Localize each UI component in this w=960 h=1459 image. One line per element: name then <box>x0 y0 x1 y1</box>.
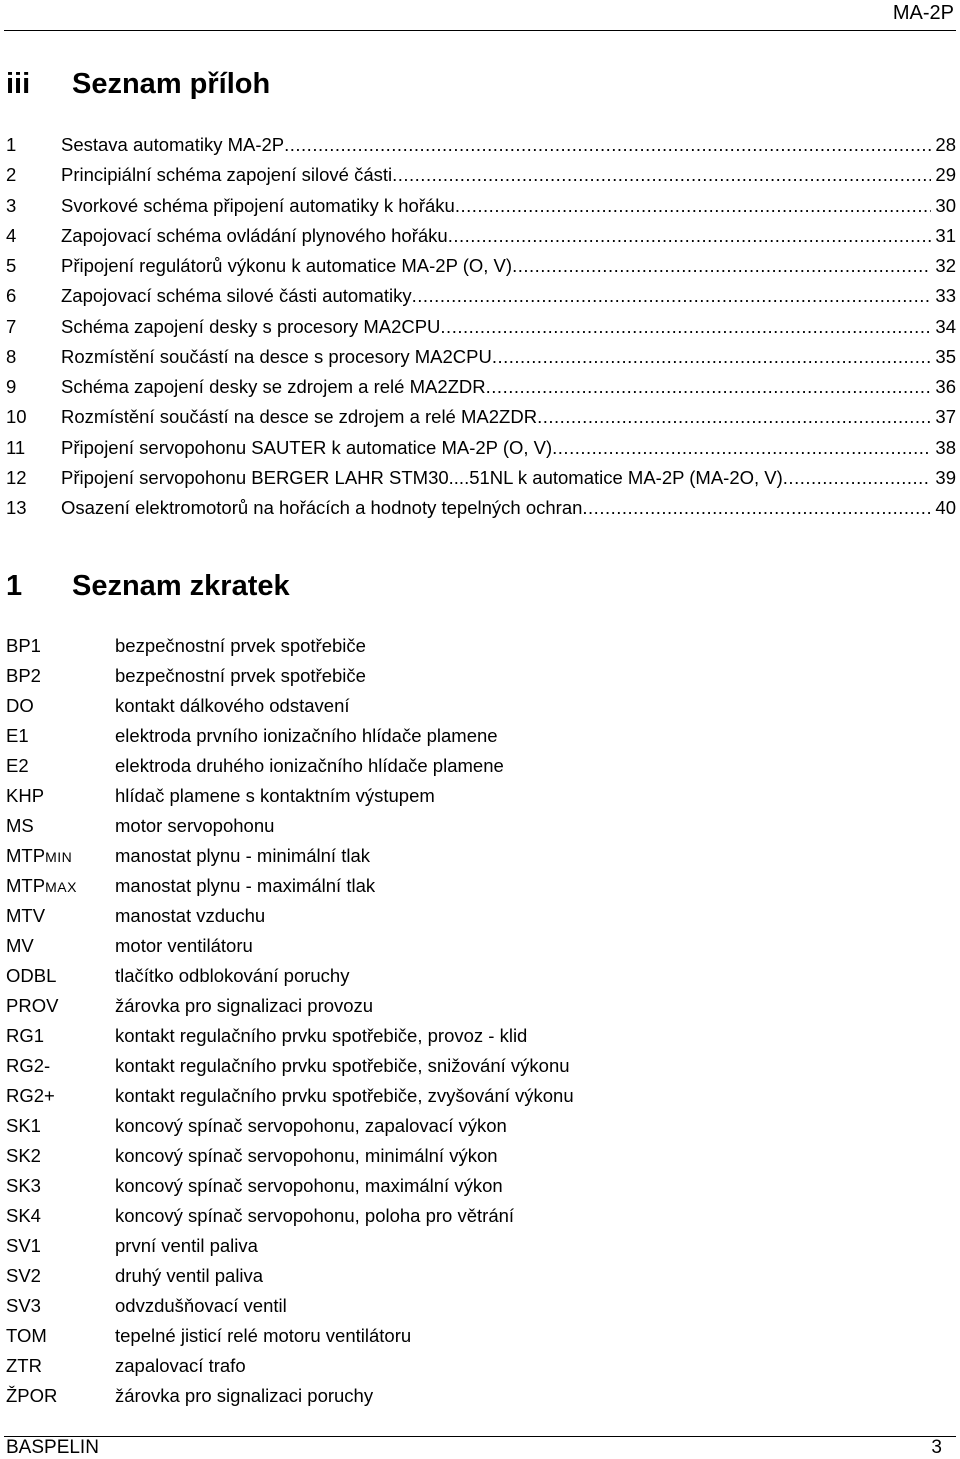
toc-dot-leader <box>392 160 931 190</box>
toc-entry-page: 37 <box>935 406 956 428</box>
abbreviation-description: odvzdušňovací ventil <box>115 1295 287 1316</box>
abbreviation-description: hlídač plamene s kontaktním výstupem <box>115 785 435 806</box>
abbreviation-code-main: MTP <box>6 845 46 866</box>
abbreviation-row <box>6 1081 906 1111</box>
footer-page-number: 3 <box>931 1437 942 1458</box>
abbreviation-code <box>6 1321 115 1351</box>
abbreviation-row <box>6 781 906 811</box>
abbreviation-row <box>6 631 906 661</box>
abbreviation-code <box>6 1201 115 1231</box>
abbreviation-row <box>6 1051 906 1081</box>
abbreviation-code <box>6 691 115 721</box>
toc-entry-number: 12 <box>6 466 27 488</box>
attachments-list <box>6 130 956 523</box>
toc-dot-leader <box>783 463 932 493</box>
toc-entry-title: Zapojovací schéma ovládání plynového hořáku <box>61 224 448 246</box>
toc-entry-title: Rozmístění součástí na desce s procesory MA2CPU <box>61 345 492 367</box>
abbreviation-description: bezpečnostní prvek spotřebiče <box>115 635 366 656</box>
abbreviation-row <box>6 1231 906 1261</box>
abbreviation-description: kontakt regulačního prvku spotřebiče, snižování výkonu <box>115 1055 570 1076</box>
toc-entry-page: 38 <box>935 436 956 458</box>
abbreviation-description: motor servopohonu <box>115 815 275 836</box>
toc-entry[interactable] <box>6 493 956 523</box>
toc-entry[interactable] <box>6 402 956 432</box>
toc-entry-page: 28 <box>935 134 956 155</box>
abbreviation-description: bezpečnostní prvek spotřebiče <box>115 665 366 686</box>
abbreviation-code <box>6 1111 115 1141</box>
abbreviation-row <box>6 1171 906 1201</box>
toc-dot-leader <box>448 221 932 251</box>
abbreviation-code <box>6 1351 115 1381</box>
abbreviation-code-main: SV1 <box>6 1235 41 1256</box>
abbreviation-description: zapalovací trafo <box>115 1355 246 1376</box>
abbreviation-row <box>6 1021 906 1051</box>
abbreviation-description: manostat plynu - maximální tlak <box>115 875 376 896</box>
toc-entry-number: 5 <box>6 255 17 276</box>
toc-dot-leader <box>440 312 931 342</box>
toc-entry-page: 31 <box>935 224 956 246</box>
abbreviation-code-main: MV <box>6 935 34 956</box>
abbreviation-code <box>6 1231 115 1261</box>
abbreviation-code <box>6 1021 115 1051</box>
abbreviation-code-main: RG1 <box>6 1025 45 1046</box>
abbreviation-code <box>6 991 115 1021</box>
header-divider <box>4 30 956 31</box>
abbreviation-code <box>6 1171 115 1201</box>
abbreviation-code <box>6 1051 115 1081</box>
abbreviation-description: koncový spínač servopohonu, maximální výkon <box>115 1175 503 1196</box>
toc-entry[interactable] <box>6 251 956 281</box>
abbreviation-row <box>6 691 906 721</box>
toc-entry-page: 32 <box>935 255 956 276</box>
abbreviation-code <box>6 1081 115 1111</box>
toc-dot-leader <box>284 130 931 160</box>
abbreviation-row <box>6 1351 906 1381</box>
abbreviation-code-main: ODBL <box>6 965 57 986</box>
abbreviation-code-main: SV2 <box>6 1265 41 1286</box>
abbreviation-description: koncový spínač servopohonu, zapalovací výkon <box>115 1115 507 1136</box>
toc-entry-page: 40 <box>935 497 956 518</box>
abbreviation-code <box>6 871 115 901</box>
abbreviation-row <box>6 1201 906 1231</box>
abbreviation-description: elektroda prvního ionizačního hlídače plamene <box>115 725 498 746</box>
abbreviation-row <box>6 1291 906 1321</box>
abbreviation-code-suffix: MAX <box>45 879 77 895</box>
toc-entry-number: 9 <box>6 376 17 397</box>
abbreviation-row <box>6 1111 906 1141</box>
abbreviation-code-main: SK3 <box>6 1175 41 1196</box>
footer-divider <box>4 1436 956 1437</box>
toc-entry[interactable] <box>6 191 956 221</box>
abbreviation-code <box>6 1381 115 1411</box>
abbreviation-row <box>6 661 906 691</box>
abbreviation-code <box>6 841 115 871</box>
abbreviation-code-main: RG2- <box>6 1055 51 1076</box>
abbreviation-code <box>6 661 115 691</box>
toc-entry-title: Schéma zapojení desky s procesory MA2CPU <box>61 315 441 337</box>
abbreviation-code <box>6 901 115 931</box>
abbreviation-row <box>6 721 906 751</box>
toc-entry-number: 4 <box>6 224 17 246</box>
toc-entry-title: Připojení servopohonu BERGER LAHR STM30....51NL k automatice MA-2P (MA-2O, V) <box>61 466 783 488</box>
abbreviation-row <box>6 871 906 901</box>
abbreviation-code-main: E1 <box>6 725 29 746</box>
toc-entry-number: 8 <box>6 345 17 367</box>
toc-dot-leader <box>512 251 931 281</box>
toc-entry[interactable] <box>6 130 956 160</box>
abbreviation-code-main: SK1 <box>6 1115 41 1136</box>
toc-entry-number: 1 <box>6 134 17 155</box>
attachments-heading-title: Seznam příloh <box>72 68 271 100</box>
abbreviation-code <box>6 751 115 781</box>
attachments-heading-number: iii <box>6 68 31 100</box>
abbreviations-list <box>6 631 906 1411</box>
toc-dot-leader <box>486 372 932 402</box>
abbreviation-code <box>6 721 115 751</box>
abbreviation-description: kontakt regulačního prvku spotřebiče, provoz - klid <box>115 1025 528 1046</box>
abbreviation-code <box>6 961 115 991</box>
toc-entry-number: 11 <box>6 436 26 458</box>
toc-dot-leader <box>552 433 931 463</box>
toc-entry-number: 3 <box>6 194 17 216</box>
toc-entry-page: 33 <box>935 285 956 307</box>
abbreviation-description: koncový spínač servopohonu, minimální výkon <box>115 1145 498 1166</box>
abbreviation-code-main: ZTR <box>6 1355 42 1376</box>
abbreviation-code <box>6 781 115 811</box>
abbreviation-description: elektroda druhého ionizačního hlídače plamene <box>115 755 504 776</box>
abbreviation-description: první ventil paliva <box>115 1235 258 1256</box>
abbreviation-code-main: SK4 <box>6 1205 41 1226</box>
toc-entry[interactable] <box>6 160 956 190</box>
abbreviation-row <box>6 1141 906 1171</box>
toc-dot-leader <box>455 191 932 221</box>
toc-dot-leader <box>582 493 931 523</box>
abbreviation-description: tepelné jisticí relé motoru ventilátoru <box>115 1325 412 1346</box>
abbreviation-code-main: KHP <box>6 785 45 806</box>
abbreviation-code-main: MS <box>6 815 34 836</box>
toc-entry-title: Zapojovací schéma silové části automatiky <box>61 285 412 307</box>
toc-entry-number: 13 <box>6 497 27 518</box>
abbreviation-code-main: MTV <box>6 905 46 926</box>
abbreviation-code-main: SK2 <box>6 1145 41 1166</box>
abbreviation-description: motor ventilátoru <box>115 935 253 956</box>
footer-company: BASPELIN <box>6 1437 99 1458</box>
toc-entry-number: 10 <box>6 406 27 428</box>
abbreviations-heading-title: Seznam zkratek <box>72 570 290 602</box>
abbreviation-code-main: MTP <box>6 875 46 896</box>
abbreviation-row <box>6 931 906 961</box>
abbreviation-description: žárovka pro signalizaci poruchy <box>115 1385 374 1406</box>
toc-entry-title: Svorkové schéma připojení automatiky k hořáku <box>61 194 455 216</box>
toc-entry-number: 6 <box>6 285 17 307</box>
abbreviation-code-main: E2 <box>6 755 29 776</box>
toc-entry[interactable] <box>6 281 956 311</box>
abbreviation-row <box>6 751 906 781</box>
toc-entry-title: Schéma zapojení desky se zdrojem a relé MA2ZDR <box>61 376 486 397</box>
abbreviation-description: koncový spínač servopohonu, poloha pro větrání <box>115 1205 515 1226</box>
abbreviation-code <box>6 1291 115 1321</box>
abbreviation-row <box>6 1321 906 1351</box>
toc-entry[interactable] <box>6 372 956 402</box>
abbreviation-row <box>6 991 906 1021</box>
abbreviation-code <box>6 931 115 961</box>
abbreviation-description: žárovka pro signalizaci provozu <box>115 995 374 1016</box>
toc-entry[interactable] <box>6 312 956 342</box>
toc-entry-title: Připojení regulátorů výkonu k automatice MA-2P (O, V) <box>61 255 513 276</box>
abbreviation-code <box>6 1261 115 1291</box>
abbreviation-code <box>6 1141 115 1171</box>
toc-entry-page: 34 <box>935 315 956 337</box>
toc-entry-title: Sestava automatiky MA-2P <box>61 134 285 155</box>
abbreviation-code-main: SV3 <box>6 1295 41 1316</box>
toc-entry-title: Principiální schéma zapojení silové části <box>61 164 393 186</box>
toc-entry[interactable] <box>6 463 956 493</box>
toc-dot-leader <box>412 281 932 311</box>
toc-entry-page: 36 <box>935 376 956 397</box>
abbreviation-description: kontakt dálkového odstavení <box>115 695 350 716</box>
abbreviation-row <box>6 841 906 871</box>
abbreviation-description: manostat plynu - minimální tlak <box>115 845 370 866</box>
toc-entry-page: 29 <box>935 164 956 186</box>
abbreviation-code-suffix: MIN <box>45 849 73 865</box>
abbreviation-code-main: BP2 <box>6 665 41 686</box>
abbreviation-code-main: BP1 <box>6 635 41 656</box>
toc-entry[interactable] <box>6 221 956 251</box>
abbreviation-row <box>6 1261 906 1291</box>
toc-entry-title: Připojení servopohonu SAUTER k automatice MA-2P (O, V) <box>61 436 553 458</box>
abbreviations-heading <box>6 570 290 603</box>
abbreviation-row <box>6 1381 906 1411</box>
abbreviation-description: manostat vzduchu <box>115 905 266 926</box>
abbreviation-row <box>6 811 906 841</box>
toc-entry-title: Rozmístění součástí na desce se zdrojem a relé MA2ZDR <box>61 406 538 428</box>
abbreviation-description: tlačítko odblokování poruchy <box>115 965 350 986</box>
toc-entry-number: 2 <box>6 164 17 186</box>
abbreviations-heading-number: 1 <box>6 570 23 602</box>
toc-entry[interactable] <box>6 342 956 372</box>
abbreviation-code-main: RG2+ <box>6 1085 55 1106</box>
abbreviation-description: kontakt regulačního prvku spotřebiče, zvyšování výkonu <box>115 1085 574 1106</box>
abbreviation-code-main: PROV <box>6 995 59 1016</box>
header-title: MA-2P <box>892 2 954 24</box>
attachments-heading <box>6 68 270 101</box>
abbreviation-code-main: TOM <box>6 1325 47 1346</box>
toc-entry[interactable] <box>6 433 956 463</box>
abbreviation-row <box>6 901 906 931</box>
abbreviation-code-main: ŽPOR <box>6 1385 58 1406</box>
toc-dot-leader <box>537 402 931 432</box>
toc-dot-leader <box>492 342 932 372</box>
abbreviation-row <box>6 961 906 991</box>
toc-entry-page: 39 <box>935 466 956 488</box>
abbreviation-code <box>6 811 115 841</box>
toc-entry-page: 35 <box>935 345 956 367</box>
abbreviation-description: druhý ventil paliva <box>115 1265 264 1286</box>
toc-entry-title: Osazení elektromotorů na hořácích a hodnoty tepelných ochran <box>61 497 583 518</box>
toc-entry-page: 30 <box>935 194 956 216</box>
toc-entry-number: 7 <box>6 315 17 337</box>
abbreviation-code-main: DO <box>6 695 34 716</box>
abbreviation-code <box>6 631 115 661</box>
